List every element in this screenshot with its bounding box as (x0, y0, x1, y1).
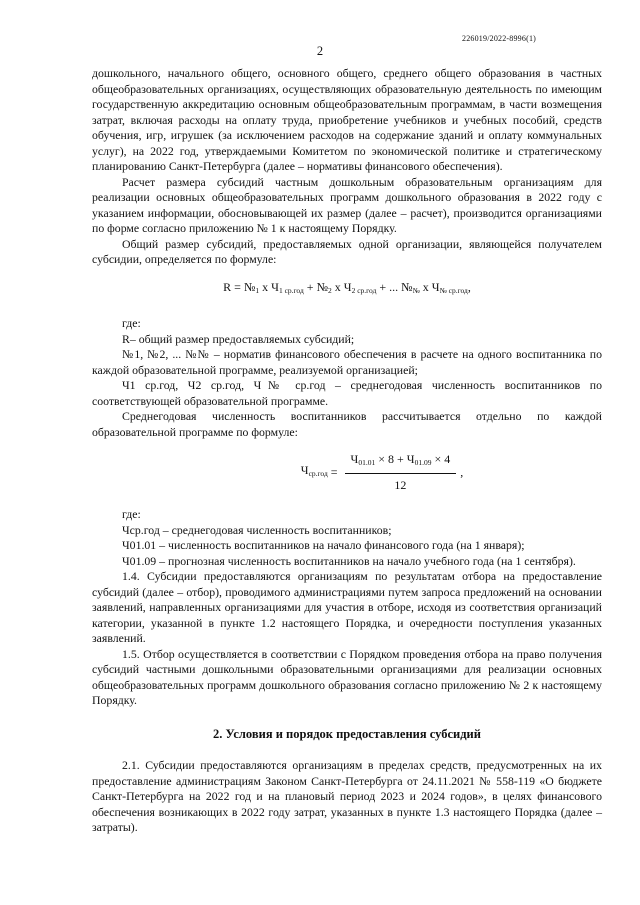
fraction (345, 452, 457, 493)
paragraph-calculation: Расчет размера субсидий частным дошкольным образовательным организациям для реализации основных общеобразовательных программ дошкольного образования в 2022 году с указанием информации, обосновывающей их размер (далее – расчет), производится организациями по форме согласно приложению № 1 к настоящему Порядку. (92, 174, 602, 235)
page-number: 2 (316, 44, 324, 58)
fraction-numerator: $Ч_{01.01} \times 8 + Ч_{01.09} \times 4$ (345, 452, 457, 474)
fraction-denominator: 12 (394, 477, 407, 492)
paragraph-1-5: 1.5. Отбор осуществляется в соответствии с Порядком проведения отбора на право получения субсидий частными дошкольными образовательными организациями для реализации основных общеобразовательных программ дошкольного образования согласно приложению № 2 к настоящему Порядку. (92, 646, 602, 707)
paragraph-2-1: 2.1. Субсидии предоставляются организациям в пределах средств, предусмотренных на их предоставление администрациям Законом Санкт-Петербурга от 24.11.2021 № 558-119 «О бюджете Санкт-Петербурга на 2022 год и на плановый период 2023 и 2024 годов», в целях финансового обеспечения возникающих в 2022 году затрат, указанных в пункте 1.3 настоящего Порядка (далее – затраты). (92, 758, 602, 834)
paragraph-total-subsidy: Общий размер субсидий, предоставляемых одной организации, являющейся получателем субсидии, определяется по формуле: (92, 236, 602, 266)
paragraph-continuation: дошкольного, начального общего, основного общего, среднего общего образования в частных общеобразовательных организациях, осуществляющих образовательную деятельность по имеющим государственную аккредитацию основным общеобразовательным программам, в части возмещения затрат, включая расходы на оплату труда, приобретение учебников и учебных пособий, средств обучения, игр, игрушек (за исключением расходов на содержание зданий и оплату коммунальных услуг), на 2022 год, утверждаемыми Комитетом по экономической политике и стратегическому планированию Санкт-Петербурга (далее – нормативы финансового обеспечения). (92, 66, 602, 173)
definition-jan: Ч01.01 – численность воспитанников на начало финансового года (на 1 января); (122, 538, 525, 552)
formula-avg-count: $Ч_{ср.год}$ = $\frac{Ч_{01.01} \times 8 + Ч_{01.09} \times 4}{12}$ , (300, 452, 464, 492)
where-label: где: (122, 507, 141, 521)
section-heading: 2. Условия и порядок предоставления субсидий (213, 726, 481, 741)
definition-r: R– общий размер предоставляемых субсидий; (122, 331, 355, 346)
document-number: 226019/2022-8996(1) (462, 34, 537, 43)
where-label: где: (122, 316, 141, 330)
formula-total-subsidy: $R = №_1$ x $Ч_{1 ср.год}$ + $№_2$ x $Ч_{2 ср.год}$ + ... $№_№$ x $Ч_{№ ср.год}$, (223, 279, 471, 295)
document-body (92, 66, 602, 836)
paragraph-1-4: 1.4. Субсидии предоставляются организациям по результатам отбора на предоставление субсидий (далее – отбор), проводимого администрациями путем запроса предложений на основании заявлений, направленных организациями для участия в отборе, исходя из соответствия организаций категории, указанной в пункте 1.2 настоящего Порядка, и очередности поступления указанных заявлений. (92, 569, 602, 645)
definition-avg-year: Чср.год – среднегодовая численность воспитанников; (122, 522, 392, 537)
definition-norm: №1, №2, ... №№ – норматив финансового обеспечения в расчете на одного воспитанника по каждой образовательной программе, реализуемой организацией; (92, 347, 602, 377)
definition-avg-count: Ч1 ср.год, Ч2 ср.год, Ч№ ср.год – среднегодовая численность воспитанников по соответствующей образовательной программе. (92, 378, 602, 408)
paragraph-avg-count: Среднегодовая численность воспитанников рассчитывается отдельно по каждой образовательной программе по формуле: (92, 409, 602, 439)
definition-sep: Ч01.09 – прогнозная численность воспитанников на начало учебного года (на 1 сентября). (122, 553, 576, 568)
